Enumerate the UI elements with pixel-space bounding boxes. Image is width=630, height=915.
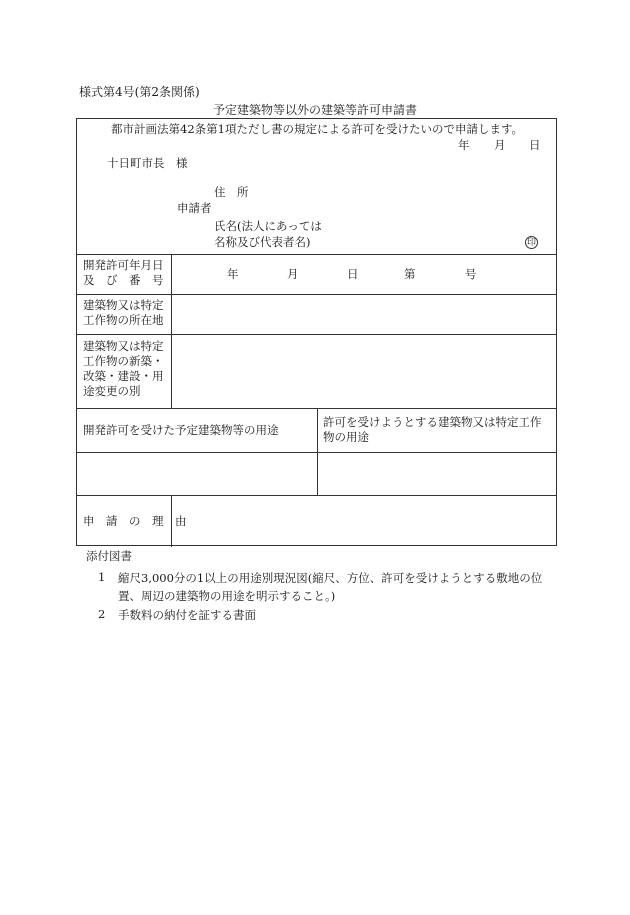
seal-mark: 印 — [526, 238, 536, 248]
row-divider — [77, 254, 556, 255]
row-divider — [77, 294, 556, 295]
permit-month-label: 月 — [287, 267, 299, 281]
permit-dai-label: 第 — [404, 267, 416, 281]
attachments-heading: 添付図書 — [86, 549, 132, 563]
row-divider — [77, 495, 556, 496]
label-column-divider — [171, 254, 172, 408]
form-title: 予定建築物等以外の建築等許可申請書 — [212, 103, 417, 117]
reason-label: 申 請 の 理 由 — [83, 514, 187, 528]
use-column-divider — [317, 408, 318, 495]
attachment-item1-number: 1 — [98, 570, 106, 584]
attachment-item1-line2: 置、周辺の建築物の用途を明示すること。) — [118, 589, 336, 603]
attachment-item1-line1: 縮尺3,000分の1以上の用途別現況図(縮尺、方位、許可を受けようとする敷地の位 — [118, 571, 543, 585]
row-divider — [77, 334, 556, 335]
name-label-line2: 名称及び代表者名) — [214, 235, 311, 249]
date-day-label: 日 — [529, 138, 541, 152]
application-form-table — [76, 118, 557, 546]
planned-use-label: 開発許可を受けた予定建築物等の用途 — [83, 423, 279, 437]
attachment-item2-number: 2 — [98, 607, 106, 621]
permit-go-label: 号 — [465, 267, 477, 281]
date-year-label: 年 — [458, 138, 470, 152]
form-number: 様式第4号(第2条関係) — [79, 85, 200, 99]
permit-day-label: 日 — [347, 267, 359, 281]
date-month-label: 月 — [494, 138, 506, 152]
application-statement: 都市計画法第42条第1項ただし書の規定による許可を受けたいので申請します。 — [111, 122, 524, 136]
addressee: 十日町市長 様 — [107, 156, 188, 170]
name-label-line1: 氏名(法人にあっては — [214, 219, 322, 233]
construction-type-label: 建築物又は特定 工作物の新築・ 改築・建設・用 途変更の別 — [83, 339, 164, 398]
location-label: 建築物又は特定 工作物の所在地 — [83, 298, 164, 327]
address-label: 住 所 — [214, 185, 249, 199]
applicant-label: 申請者 — [177, 201, 212, 215]
attachment-item2-text: 手数料の納付を証する書面 — [118, 608, 256, 622]
permit-date-label: 開発許可年月日 及 び 番 号 — [83, 258, 164, 287]
intended-use-label: 許可を受けようとする建築物又は特定工作 物の用途 — [323, 415, 542, 444]
permit-year-label: 年 — [227, 267, 239, 281]
